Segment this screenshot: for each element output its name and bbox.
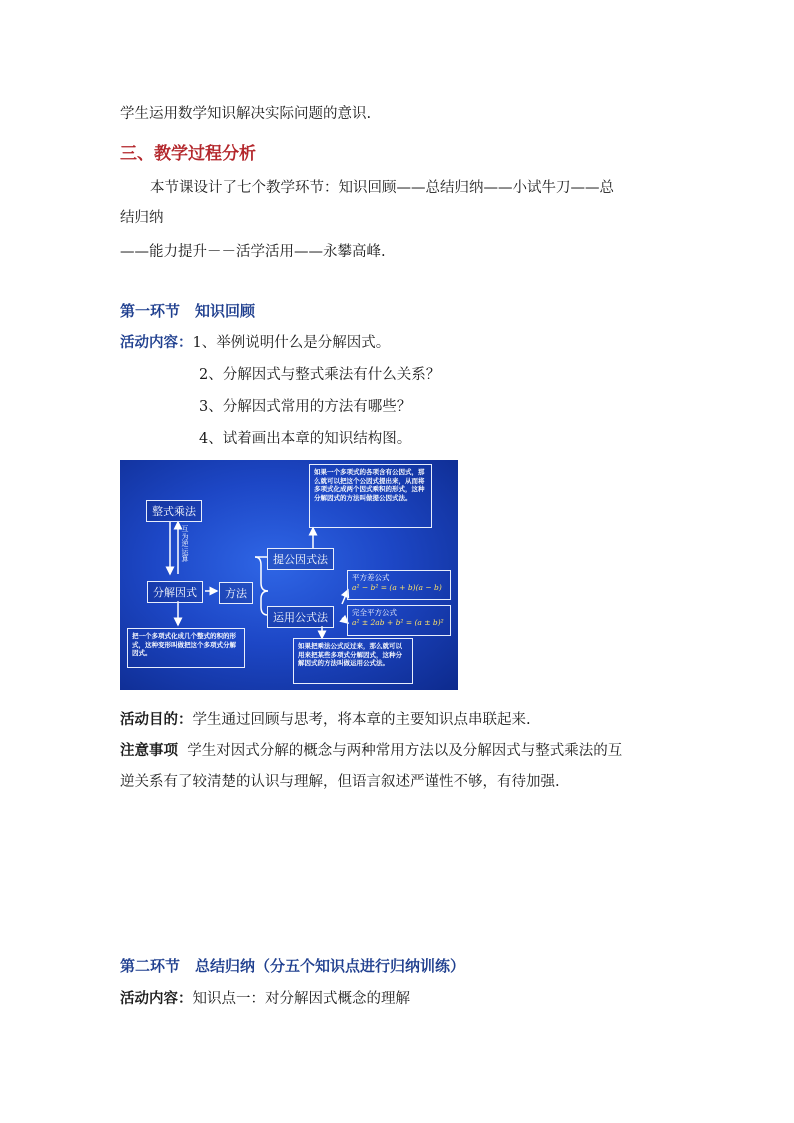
section-heading: 三、教学过程分析 bbox=[120, 144, 256, 164]
list-item: 2、分解因式与整式乘法有什么关系？ bbox=[199, 367, 441, 383]
note-row bbox=[120, 739, 622, 760]
paragraph-line-1: 本节课设计了七个教学环节：知识回顾——总结归纳——小试牛刀——总 bbox=[150, 180, 614, 196]
note-line-2: 逆关系有了较清楚的认识与理解，但语言叙述严谨性不够，有待加强. bbox=[120, 774, 560, 790]
diff-squares-formula: a² − b² = (a + b)(a − b) bbox=[352, 583, 442, 592]
list-item: 1、举例说明什么是分解因式。 bbox=[192, 335, 391, 351]
list-item: 3、分解因式常用的方法有哪些？ bbox=[199, 399, 412, 415]
purpose-text: 学生通过回顾与思考，将本章的主要知识点串联起来. bbox=[192, 712, 531, 728]
perfect-square-label: 完全平方公式 bbox=[352, 608, 397, 617]
list-item: 4、试着画出本章的知识结构图。 bbox=[199, 431, 412, 447]
factoring-box: 分解因式 bbox=[147, 581, 203, 603]
note-line-1: 学生对因式分解的概念与两种常用方法以及分解因式与整式乘法的互 bbox=[187, 743, 623, 759]
perfect-square-formula: a² ± 2ab + b² = (a ± b)² bbox=[352, 618, 444, 627]
intro-line: 学生运用数学知识解决实际问题的意识. bbox=[120, 106, 372, 122]
note-label: 注意事项 bbox=[120, 743, 178, 759]
formula-method-box: 运用公式法 bbox=[267, 606, 334, 628]
stage2-heading: 第二环节 总结归纳（分五个知识点进行归纳训练） bbox=[120, 957, 466, 975]
content-label: 活动内容： bbox=[120, 991, 193, 1007]
perfect-square-box bbox=[347, 605, 451, 636]
stage2-content-text: 知识点一：对分解因式概念的理解 bbox=[192, 991, 410, 1007]
knowledge-structure-diagram bbox=[120, 460, 458, 690]
common-factor-box: 提公因式法 bbox=[267, 548, 334, 570]
purpose-row bbox=[120, 708, 531, 729]
inverse-label: 互为逆运算 bbox=[181, 525, 189, 563]
stage1-content-row bbox=[120, 331, 390, 352]
content-label: 活动内容： bbox=[120, 335, 193, 351]
method-box: 方法 bbox=[219, 582, 253, 604]
diff-squares-box bbox=[347, 570, 451, 600]
stage1-heading: 第一环节 知识回顾 bbox=[120, 302, 256, 320]
factoring-note: 把一个多项式化成几个整式的积的形式，这种变形叫做把这个多项式分解因式。 bbox=[127, 628, 245, 668]
paragraph-line-3: ——能力提升－－活学活用——永攀高峰. bbox=[120, 244, 386, 260]
paragraph-line-2: 结归纳 bbox=[120, 210, 164, 226]
formula-note: 如果把乘法公式反过来，那么就可以用来把某些多项式分解因式，这种分解因式的方法叫做运用公式法。 bbox=[293, 638, 413, 684]
poly-mult-box: 整式乘法 bbox=[146, 500, 202, 522]
common-factor-note: 如果一个多项式的各项含有公因式，那么就可以把这个公因式提出来，从而将多项式化成两个因式乘积的形式，这种分解因式的方法叫做提公因式法。 bbox=[309, 464, 432, 528]
stage2-content-row bbox=[120, 987, 410, 1008]
diff-squares-label: 平方差公式 bbox=[352, 573, 390, 582]
purpose-label: 活动目的： bbox=[120, 712, 193, 728]
